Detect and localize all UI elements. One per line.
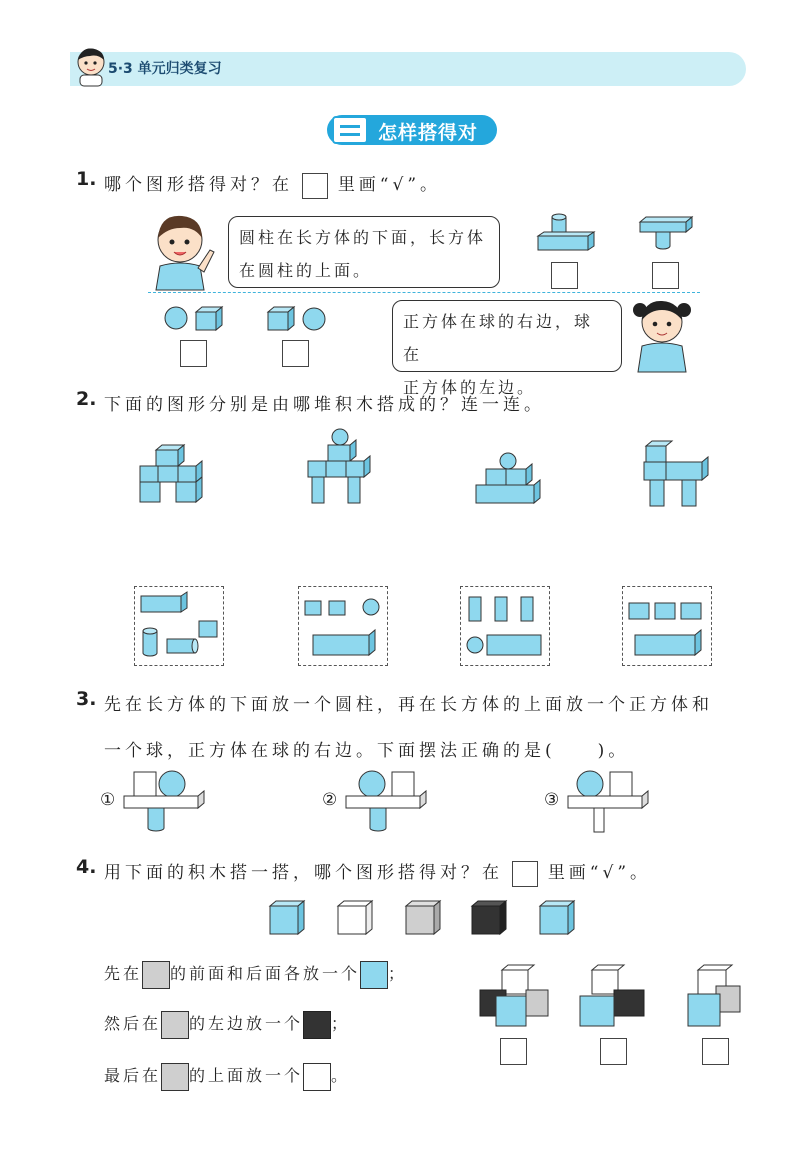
cube-white: [338, 901, 372, 934]
q2-number: 2.: [76, 388, 97, 410]
q3-option-3-label: ③: [544, 790, 560, 810]
q4-text: [104, 858, 651, 887]
q3-line-1: 先在长方体的下面放一个圆柱，再在长方体的上面放一个正方体和: [104, 695, 713, 715]
q3-number: 3.: [76, 688, 97, 710]
boy-illustration: [150, 210, 220, 290]
q3-option-1-figure: [122, 766, 212, 834]
q2-figure-3: [474, 452, 544, 506]
q2-figure-4: [642, 440, 712, 508]
figure-block-on-cylinder: [638, 214, 698, 254]
step2-text-b: 的左边放一个: [189, 1014, 304, 1033]
q1-text-b: 里画“√”。: [337, 175, 442, 195]
q4-step-1: [104, 960, 407, 989]
step2-text-c: ；: [331, 1014, 351, 1033]
girl-bubble-line-1: 正方体在球的右边，球在: [403, 312, 594, 364]
cube-gray: [406, 901, 440, 934]
header-title: 5·3 单元归类复习: [108, 61, 222, 77]
q1-number: 1.: [76, 168, 97, 190]
girl-bubble-line-2: 正方体的左边。: [403, 378, 537, 397]
block-pile-3[interactable]: [460, 586, 550, 666]
step3-text-c: 。: [331, 1066, 351, 1085]
q1-inline-box: [302, 173, 328, 199]
figure-ball-left-of-cube: [164, 304, 226, 332]
q1-answer-box-1[interactable]: [551, 262, 578, 289]
step3-text-b: 的上面放一个: [189, 1066, 304, 1085]
q1-answer-box-2[interactable]: [652, 262, 679, 289]
girl-illustration: [632, 296, 694, 372]
q4-answer-box-1[interactable]: [500, 1038, 527, 1065]
q1-text-a: 哪个图形搭得对？在: [104, 175, 293, 195]
q4-stack-1: [478, 964, 558, 1030]
q4-answer-box-3[interactable]: [702, 1038, 729, 1065]
q3-option-2-figure: [344, 766, 434, 834]
gray-cube-icon: [161, 1011, 189, 1039]
q4-step-2: [104, 1010, 350, 1039]
q4-answer-box-2[interactable]: [600, 1038, 627, 1065]
q4-cube-row: [268, 900, 588, 940]
q3-option-2-label: ②: [322, 790, 338, 810]
book-icon: [332, 116, 368, 144]
step1-text-c: ；: [388, 964, 408, 983]
boy-mascot-icon: [74, 46, 108, 86]
gray-cube-icon: [142, 961, 170, 989]
pile-3-shapes: [465, 593, 549, 663]
gray-cube-icon: [161, 1063, 189, 1091]
blue-cube-icon: [360, 961, 388, 989]
girl-speech-bubble: [392, 300, 622, 397]
q4-number: 4.: [76, 856, 97, 878]
q3-option-1-label: ①: [100, 790, 116, 810]
pile-2-shapes: [303, 593, 387, 663]
q4-stack-2: [578, 964, 658, 1030]
pile-4-shapes: [627, 593, 711, 663]
q4-text-a: 用下面的积木搭一搭，哪个图形搭得对？在: [104, 863, 503, 883]
cube-blue-2: [540, 901, 574, 934]
q4-inline-box: [512, 861, 538, 887]
block-pile-1[interactable]: [134, 586, 224, 666]
boy-speech-bubble: [228, 216, 500, 288]
cube-blue-1: [270, 901, 304, 934]
step2-text-a: 然后在: [104, 1014, 162, 1033]
section-title: 怎样搭得对: [378, 122, 479, 144]
q4-text-b: 里画“√”。: [547, 863, 652, 883]
step1-text-b: 的前面和后面各放一个: [170, 964, 361, 983]
q3-line-2: 一个球，正方体在球的右边。下面摆法正确的是( )。: [104, 741, 630, 761]
q4-step-3: [104, 1062, 350, 1091]
figure-cube-left-of-ball: [266, 304, 328, 332]
pile-1-shapes: [139, 591, 223, 661]
boy-bubble-line-2: 在圆柱的上面。: [239, 261, 373, 280]
white-cube-icon: [303, 1063, 331, 1091]
dashed-divider: [148, 292, 700, 293]
q2-figure-2: [306, 428, 376, 506]
q3-option-3-figure: [566, 766, 656, 834]
block-pile-2[interactable]: [298, 586, 388, 666]
q2-figure-1: [138, 444, 208, 506]
q1-answer-box-3[interactable]: [180, 340, 207, 367]
boy-bubble-line-1: 圆柱在长方体的下面，长方体: [239, 228, 487, 247]
block-pile-4[interactable]: [622, 586, 712, 666]
black-cube-icon: [303, 1011, 331, 1039]
cube-black: [472, 901, 506, 934]
figure-cylinder-above-block: [536, 214, 596, 254]
q4-stack-3: [686, 964, 756, 1030]
q2-text: 下面的图形分别是由哪堆积木搭成的？连一连。: [104, 395, 545, 415]
step1-text-a: 先在: [104, 964, 143, 983]
step3-text-a: 最后在: [104, 1066, 162, 1085]
q1-answer-box-4[interactable]: [282, 340, 309, 367]
q1-text: [104, 170, 441, 199]
